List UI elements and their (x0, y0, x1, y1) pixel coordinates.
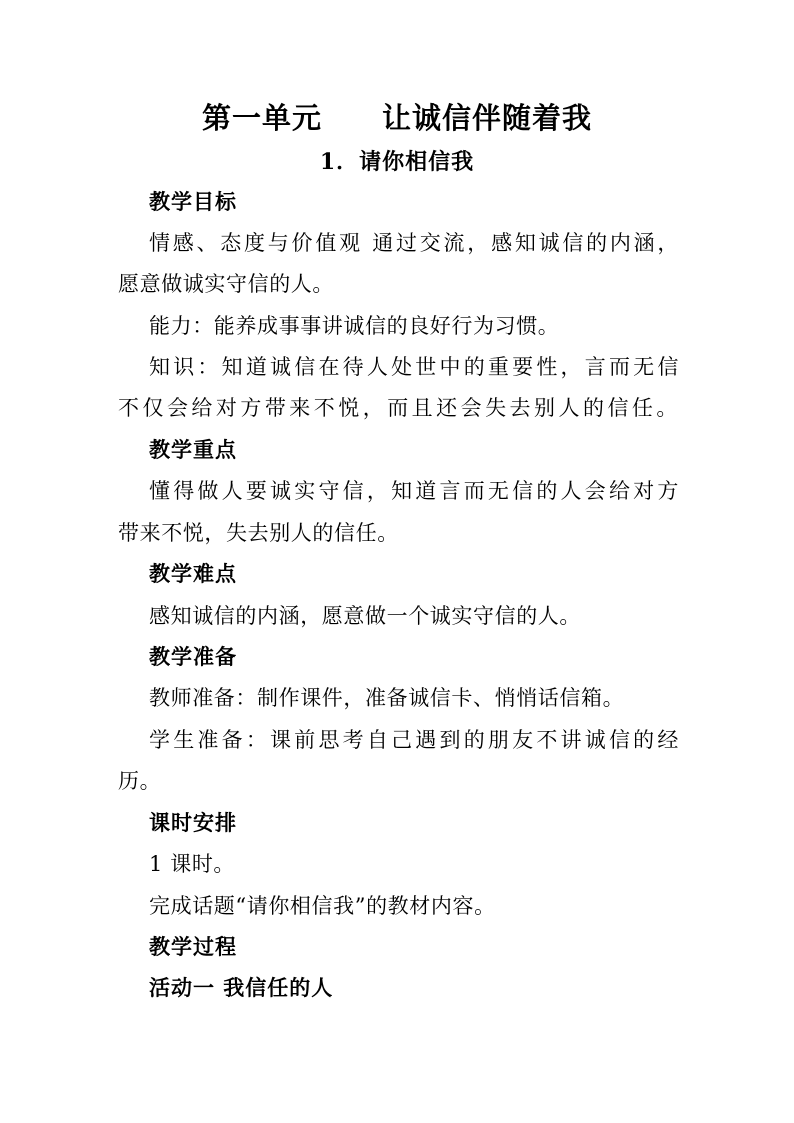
preparation-heading: 教学准备 (149, 644, 237, 669)
unit-title: 第一单元 让诚信伴随着我 (201, 101, 592, 135)
objectives-heading: 教学目标 (149, 189, 237, 214)
difficulties-heading: 教学难点 (149, 561, 237, 586)
schedule-2: 完成话题“请你相信我”的教材内容。 (149, 894, 496, 918)
teacher-preparation: 教师准备：制作课件，准备诚信卡、悄悄话信箱。 (149, 686, 625, 710)
objective-3-line-2: 不仅会给对方带来不悦，而且还会失去别人的信任。 (118, 396, 678, 420)
student-preparation-line-2: 历。 (118, 769, 162, 793)
lesson-title: 1．请你相信我 (319, 149, 475, 175)
key-points-heading: 教学重点 (149, 437, 237, 462)
key-points-line-1: 懂得做人要诚实守信，知道言而无信的人会给对方 (149, 479, 679, 503)
objective-1-line-2: 愿意做诚实守信的人。 (118, 272, 334, 296)
activity-1-heading: 活动一 我信任的人 (149, 975, 334, 1000)
objective-3-line-1: 知识：知道诚信在待人处世中的重要性，言而无信 (149, 355, 679, 379)
process-heading: 教学过程 (149, 934, 237, 959)
schedule-heading: 课时安排 (149, 810, 237, 835)
student-preparation-line-1: 学生准备：课前思考自己遇到的朋友不讲诚信的经 (149, 728, 679, 752)
key-points-line-2: 带来不悦，失去别人的信任。 (118, 521, 399, 545)
objective-1-line-1: 情感、态度与价值观 通过交流，感知诚信的内涵， (149, 231, 679, 255)
objective-2: 能力：能养成事事讲诚信的良好行为习惯。 (149, 314, 560, 338)
difficulties-text: 感知诚信的内涵，愿意做一个诚实守信的人。 (149, 604, 581, 628)
schedule-1: 1 课时。 (149, 852, 236, 876)
